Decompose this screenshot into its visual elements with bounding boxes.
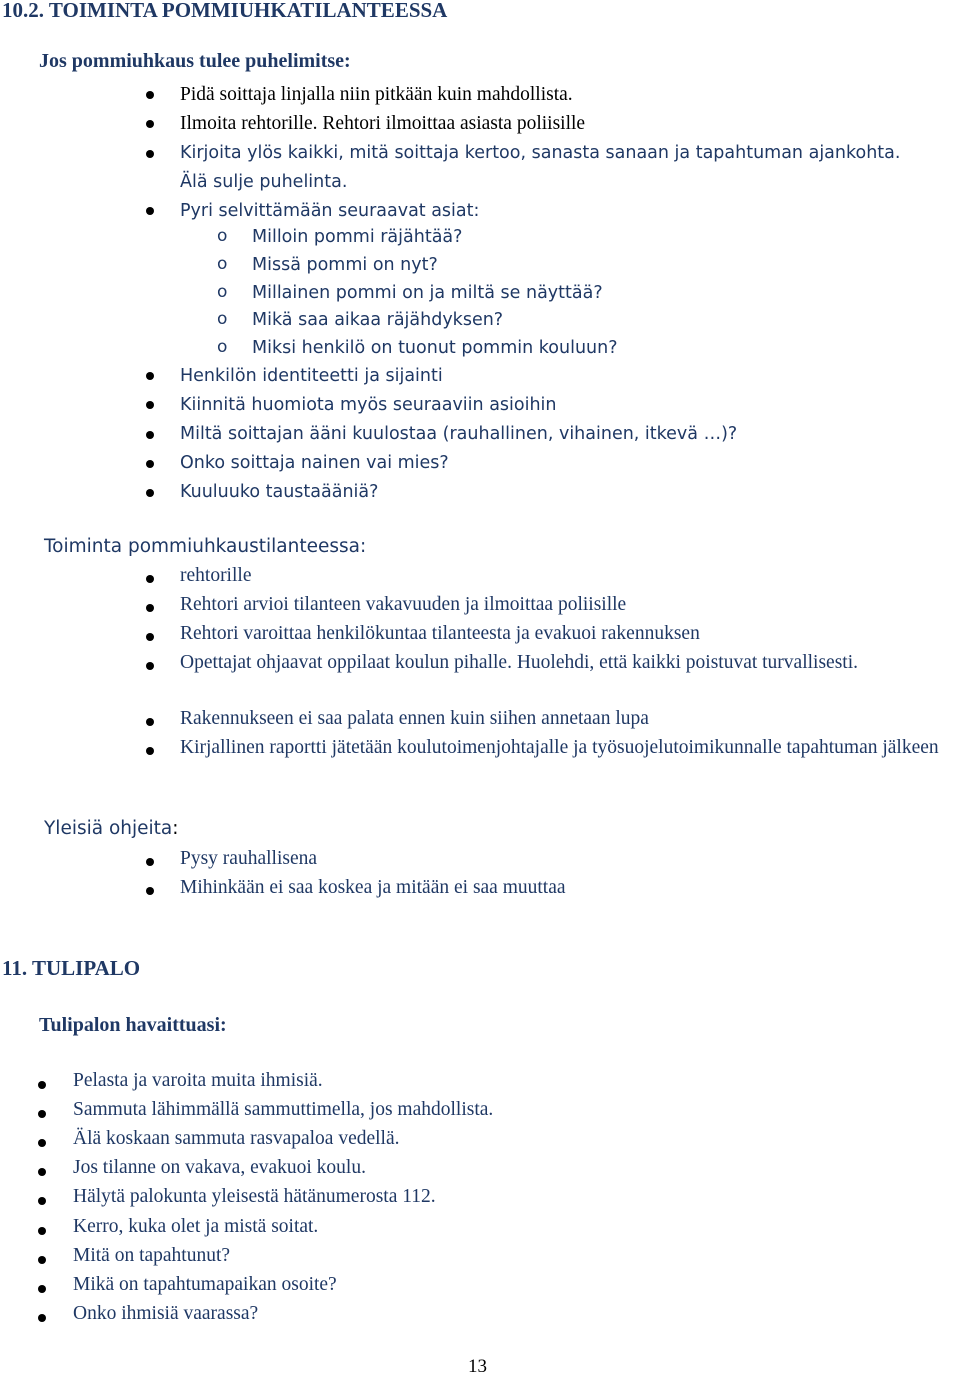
section-title-bomb-threat: 10.2. TOIMINTA POMMIUHKATILANTEESSA bbox=[2, 0, 448, 22]
list-item: Kirjoita ylös kaikki, mitä soittaja kertoo, sanasta sanaan ja tapahtuman ajankohta. bbox=[180, 143, 901, 163]
section-title-fire: 11. TULIPALO bbox=[2, 956, 141, 980]
list-item: Mitä on tapahtunut? bbox=[73, 1245, 231, 1266]
bullet-icon bbox=[146, 401, 154, 409]
question-item: Millainen pommi on ja miltä se näyttää? bbox=[252, 283, 603, 303]
bullet-icon bbox=[38, 1110, 46, 1118]
bullet-icon bbox=[38, 1197, 46, 1205]
list-item: Ilmoita rehtorille. Rehtori ilmoittaa asiasta poliisille bbox=[180, 113, 586, 134]
circle-bullet-icon: o bbox=[217, 309, 228, 329]
page-number: 13 bbox=[468, 1356, 487, 1377]
question-item: Miksi henkilö on tuonut pommin kouluun? bbox=[252, 338, 618, 358]
bullet-icon bbox=[38, 1081, 46, 1089]
list-item: Sammuta lähimmällä sammuttimella, jos mahdollista. bbox=[73, 1099, 494, 1120]
list-item: Pyri selvittämään seuraavat asiat: bbox=[180, 201, 480, 221]
action-heading: Toiminta pommiuhkaustilanteessa: bbox=[44, 536, 367, 557]
bullet-icon bbox=[146, 747, 154, 755]
bullet-icon bbox=[146, 887, 154, 895]
list-item: Kerro, kuka olet ja mistä soitat. bbox=[73, 1216, 319, 1237]
list-item: Jos tilanne on vakava, evakuoi koulu. bbox=[73, 1157, 366, 1178]
question-item: Missä pommi on nyt? bbox=[252, 255, 438, 275]
bullet-icon bbox=[146, 858, 154, 866]
list-item: rehtorille bbox=[180, 565, 252, 586]
list-item: Henkilön identiteetti ja sijainti bbox=[180, 366, 443, 386]
list-item: Hälytä palokunta yleisestä hätänumerosta 112. bbox=[73, 1186, 436, 1207]
list-item: Pidä soittaja linjalla niin pitkään kuin mahdollista. bbox=[180, 84, 573, 105]
list-item: Onko ihmisiä vaarassa? bbox=[73, 1303, 259, 1324]
general-heading bbox=[44, 818, 179, 839]
list-item: Mikä on tapahtumapaikan osoite? bbox=[73, 1274, 337, 1295]
bullet-icon bbox=[146, 150, 154, 158]
general-heading-text: Yleisiä ohjeita bbox=[44, 818, 173, 839]
bullet-icon bbox=[38, 1139, 46, 1147]
list-item: Opettajat ohjaavat oppilaat koulun pihalle. Huolehdi, että kaikki poistuvat turvallisesti. bbox=[180, 652, 859, 673]
list-item: Rehtori varoittaa henkilökuntaa tilanteesta ja evakuoi rakennuksen bbox=[180, 623, 700, 644]
bullet-icon bbox=[146, 460, 154, 468]
bullet-icon bbox=[38, 1168, 46, 1176]
list-item: Rakennukseen ei saa palata ennen kuin siihen annetaan lupa bbox=[180, 708, 649, 729]
list-item: Kiinnitä huomiota myös seuraaviin asioihin bbox=[180, 395, 557, 415]
list-item: Mihinkään ei saa koskea ja mitään ei saa muuttaa bbox=[180, 877, 566, 898]
list-item: Rehtori arvioi tilanteen vakavuuden ja ilmoittaa poliisille bbox=[180, 594, 627, 615]
list-item: Kirjallinen raportti jätetään koulutoimenjohtajalle ja työsuojelutoimikunnalle tapahtuman jälkeen bbox=[180, 737, 939, 758]
list-item: Onko soittaja nainen vai mies? bbox=[180, 453, 449, 473]
list-item: Pelasta ja varoita muita ihmisiä. bbox=[73, 1070, 323, 1091]
bullet-icon bbox=[146, 91, 154, 99]
list-item: Kuuluuko taustaääniä? bbox=[180, 482, 379, 502]
bullet-icon bbox=[146, 604, 154, 612]
circle-bullet-icon: o bbox=[217, 226, 228, 246]
list-item: Miltä soittajan ääni kuulostaa (rauhallinen, vihainen, itkevä …)? bbox=[180, 424, 738, 444]
circle-bullet-icon: o bbox=[217, 282, 228, 302]
circle-bullet-icon: o bbox=[217, 254, 228, 274]
bullet-icon bbox=[146, 662, 154, 670]
list-item: Älä koskaan sammuta rasvapaloa vedellä. bbox=[73, 1128, 400, 1149]
general-heading-colon: : bbox=[172, 818, 179, 839]
bullet-icon bbox=[146, 575, 154, 583]
bullet-icon bbox=[38, 1314, 46, 1322]
list-item: Älä sulje puhelinta. bbox=[180, 172, 348, 192]
list-item: Pysy rauhallisena bbox=[180, 848, 318, 869]
bullet-icon bbox=[38, 1227, 46, 1235]
bullet-icon bbox=[38, 1256, 46, 1264]
bullet-icon bbox=[146, 120, 154, 128]
bullet-icon bbox=[146, 489, 154, 497]
question-item: Mikä saa aikaa räjähdyksen? bbox=[252, 310, 504, 330]
bullet-icon bbox=[146, 431, 154, 439]
fire-observe-heading: Tulipalon havaittuasi: bbox=[39, 1014, 227, 1036]
bullet-icon bbox=[38, 1285, 46, 1293]
bullet-icon bbox=[146, 718, 154, 726]
circle-bullet-icon: o bbox=[217, 337, 228, 357]
phone-threat-heading: Jos pommiuhkaus tulee puhelimitse: bbox=[39, 50, 351, 72]
bullet-icon bbox=[146, 207, 154, 215]
bullet-icon bbox=[146, 372, 154, 380]
bullet-icon bbox=[146, 633, 154, 641]
question-item: Milloin pommi räjähtää? bbox=[252, 227, 463, 247]
